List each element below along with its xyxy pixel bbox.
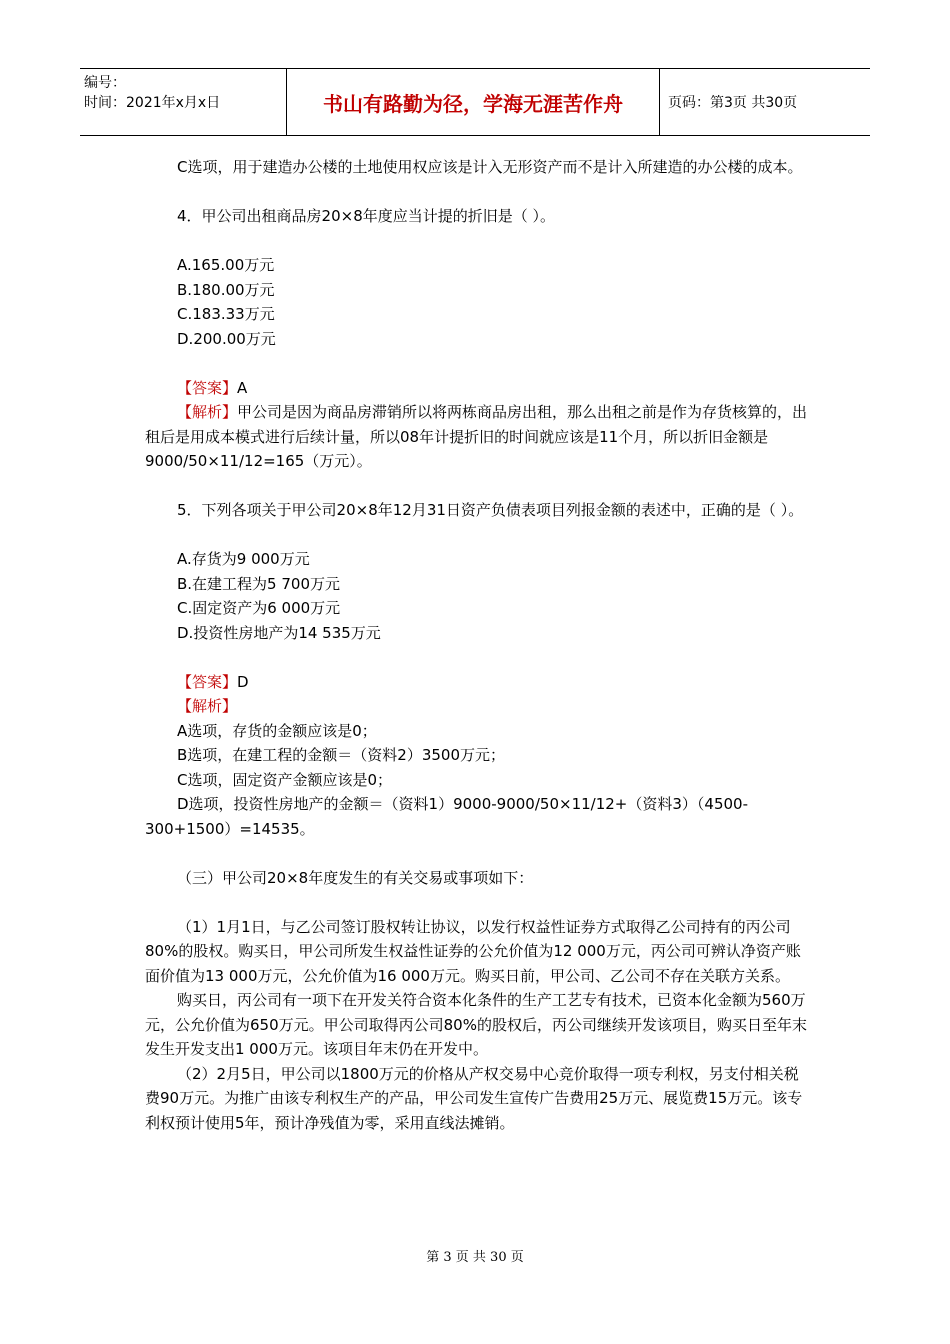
q5-option-b: B.在建工程为5 700万元 [177,574,341,593]
q4-answer [145,376,810,401]
header-meta-cell [80,69,287,136]
q5-option-c: C.固定资产为6 000万元 [177,599,341,617]
document-body [145,155,810,1135]
q5-option-d: D.投资性房地产为14 535万元 [177,623,381,642]
q4-analysis [145,400,810,474]
q4-option-a: A.165.00万元 [177,256,275,274]
paragraph-c-option: C选项，用于建造办公楼的土地使用权应该是计入无形资产而不是计入所建造的办公楼的成本。 [177,158,803,176]
q5-analysis-c: C选项，固定资产金额应该是0； [177,770,393,789]
q4-answer-value: A [237,378,248,397]
answer-label: 【答案】 [177,378,238,397]
q5-analysis-d: D选项，投资性房地产的金额＝（资料1）9000-9000/50×11/12+（资料3）（4500-300+1500）=14535。 [145,795,748,838]
q5-analysis-b: B选项，在建工程的金额＝（资料2）3500万元； [177,746,506,764]
item-2: （2）2月5日，甲公司以1800万元的价格从产权交易中心竞价取得一项专利权，另支付相关税费90万元。为推广由该专利权生产的产品，甲公司发生宣传广告费用25万元、展览费15万元。该专利权预计使用5年，预计净残值为零，采用直线法摊销。 [145,1064,803,1132]
question-4: 4．甲公司出租商品房20×8年度应当计提的折旧是（ ）。 [177,207,556,225]
answer-label: 【答案】 [177,672,238,691]
item-1-continued: 购买日，丙公司有一项下在开发关符合资本化条件的生产工艺专有技术，已资本化金额为560万元，公允价值为650万元。甲公司取得丙公司80%的股权后，丙公司继续开发该项目，购买日至年末发生开发支出1 000万元。该项目年末仍在开发中。 [145,991,807,1058]
header-motto: 书山有路勤为径，学海无涯苦作舟 [323,91,623,116]
q5-answer-value: D [237,672,249,691]
document-time: 时间：2021年x月x日 [84,95,221,111]
q5-analysis-heading [145,694,810,719]
q5-option-a: A.存货为9 000万元 [177,550,310,568]
question-5: 5．下列各项关于甲公司20×8年12月31日资产负债表项目列报金额的表述中，正确的是（ ）。 [177,501,804,519]
page-footer: 第 3 页 共 30 页 [426,1250,524,1265]
item-1: （1）1月1日，与乙公司签订股权转让协议，以发行权益性证券方式取得乙公司持有的丙公司80%的股权。购买日，甲公司所发生权益性证券的公允价值为12 000万元，丙公司可辨认净资产账面价值为13 000万元，公允价值为16 000万元。购买日前，甲公司、乙公司不存在关联方关系。 [145,917,801,985]
q4-option-d: D.200.00万元 [177,329,276,348]
q5-answer [145,670,810,695]
q5-analysis-a: A选项，存货的金额应该是0； [177,721,377,740]
q4-analysis-text: 甲公司是因为商品房滞销所以将两栋商品房出租，那么出租之前是作为存货核算的，出租后是用成本模式进行后续计量，所以08年计提折旧的时间就应该是11个月，所以折旧金额是9000/50×11/12=165（万元）。 [145,403,808,470]
header-motto-cell [287,69,660,136]
q4-option-c: C.183.33万元 [177,305,275,323]
header-page-code: 页码：第3页 共30页 [660,69,871,136]
analysis-label: 【解析】 [177,403,238,421]
document-number: 编号： [84,75,126,91]
analysis-label: 【解析】 [177,697,238,715]
section-3-heading: （三）甲公司20×8年度发生的有关交易或事项如下： [177,868,534,887]
page-header [80,68,870,136]
q4-option-b: B.180.00万元 [177,280,275,299]
